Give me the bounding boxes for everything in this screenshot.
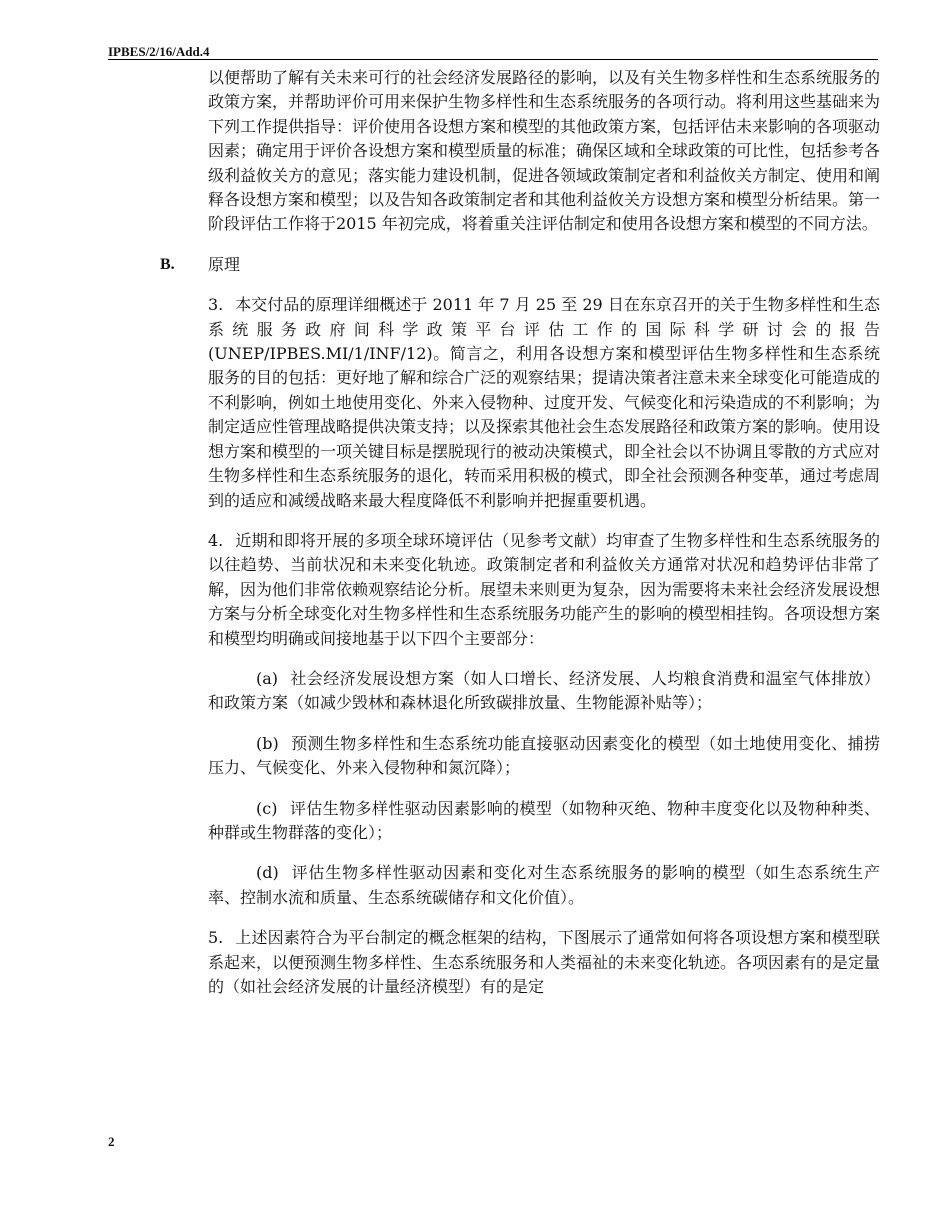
continuation-paragraph: 以便帮助了解有关未来可行的社会经济发展路径的影响，以及有关生物多样性和生态系统服务的政策方案，并帮助评价可用来保护生物多样性和生态系统服务的各项行动。将利用这些基础来为下列工作提供指导：评价使用各设想方案和模型的其他政策方案，包括评估未来影响的各项驱动因素；确定用于评价各设想方案和模型质量的标准；确保区域和全球政策的可比性，包括参考各级利益攸关方的意见；落实能力建设机制，促进各领域政策制定者和利益攸关方制定、使用和阐释各设想方案和模型；以及告知各政策制定者和其他利益攸关方设想方案和模型分析结果。第一阶段评估工作将于2015 年初完成，将着重关注评估制定和使用各设想方案和模型的不同方法。: [208, 68, 881, 234]
sub-item-a: [208, 667, 880, 716]
sub-item-b: [208, 732, 880, 781]
document-body: [160, 66, 881, 1015]
paragraph-number: 4.: [208, 530, 224, 550]
sub-item-label: (b): [256, 733, 279, 753]
sub-item-text: 社会经济发展设想方案（如人口增长、经济发展、人均粮食消费和温室气体排放）和政策方案（如减少毁林和森林退化所致碳排放量、生物能源补贴等）；: [208, 668, 880, 713]
paragraph-number: 5.: [208, 928, 224, 948]
sub-item-label: (d): [256, 863, 279, 883]
section-heading-b: [160, 253, 880, 277]
sub-item-text: 预测生物多样性和生态系统功能直接驱动因素变化的模型（如土地使用变化、捕捞压力、气候变化、外来入侵物种和氮沉降）；: [208, 733, 880, 778]
paragraph-4: [208, 529, 880, 651]
paragraph-number: 3.: [208, 295, 224, 315]
paragraph-text: 上述因素符合为平台制定的概念框架的结构，下图展示了通常如何将各项设想方案和模型联系起来，以便预测生物多样性、生态系统服务和人类福祉的未来变化轨迹。各项因素有的是定量的（如社会经济发展的计量经济模型）有的是定: [208, 928, 881, 996]
sub-item-label: (c): [256, 798, 278, 818]
page-number: 2: [108, 1134, 115, 1149]
section-letter: B.: [160, 255, 175, 273]
sub-item-c: [208, 797, 880, 846]
section-title: 原理: [208, 254, 241, 274]
sub-item-label: (a): [256, 668, 279, 688]
header-divider: [108, 59, 878, 60]
paragraph-text: 近期和即将开展的多项全球环境评估（见参考文献）均审查了生物多样性和生态系统服务的以往趋势、当前状况和未来变化轨迹。政策制定者和利益攸关方通常对状况和趋势评估非常了解，因为他们非常依赖观察结论分析。展望未来则更为复杂，因为需要将未来社会经济发展设想方案与分析全球变化对生物多样性和生态系统服务功能产生的影响的模型相挂钩。各项设想方案和模型均明确或间接地基于以下四个主要部分：: [208, 530, 881, 648]
sub-item-text: 评估生物多样性驱动因素影响的模型（如物种灭绝、物种丰度变化以及物种种类、种群或生物群落的变化）；: [208, 798, 880, 842]
paragraph-5: [208, 926, 880, 999]
sub-item-text: 评估生物多样性驱动因素和变化对生态系统服务的影响的模型（如生态系统生产率、控制水流和质量、生态系统碳储存和文化价值）。: [208, 863, 880, 907]
paragraph-text: 本交付品的原理详细概述于 2011 年 7 月 25 至 29 日在东京召开的关于生物多样性和生态系统服务政府间科学政策平台评估工作的国际科学研讨会的报告(UNEP/IPBES.MI/1/INF/12)。简言之，利用各设想方案和模型评估生物多样性和生态系统服务的目的包括：更好地了解和综合广泛的观察结果；提请决策者注意未来全球变化可能造成的不利影响，例如土地使用变化、外来入侵物种、过度开发、气候变化和污染造成的不利影响；为制定适应性管理战略提供决策支持；以及探索其他社会生态发展路径和政策方案的影响。使用设想方案和模型的一项关键目标是摆脱现行的被动决策模式，即全社会以不协调且零散的方式应对生物多样性和生态系统服务的退化，转而采用积极的模式，即全社会预测各种变革，通过考虑周到的适应和减缓战略来最大程度降低不利影响并把握重要机遇。: [208, 295, 881, 510]
sub-item-d: [208, 861, 880, 910]
document-symbol: IPBES/2/16/Add.4: [108, 44, 210, 59]
paragraph-3: [208, 293, 880, 513]
